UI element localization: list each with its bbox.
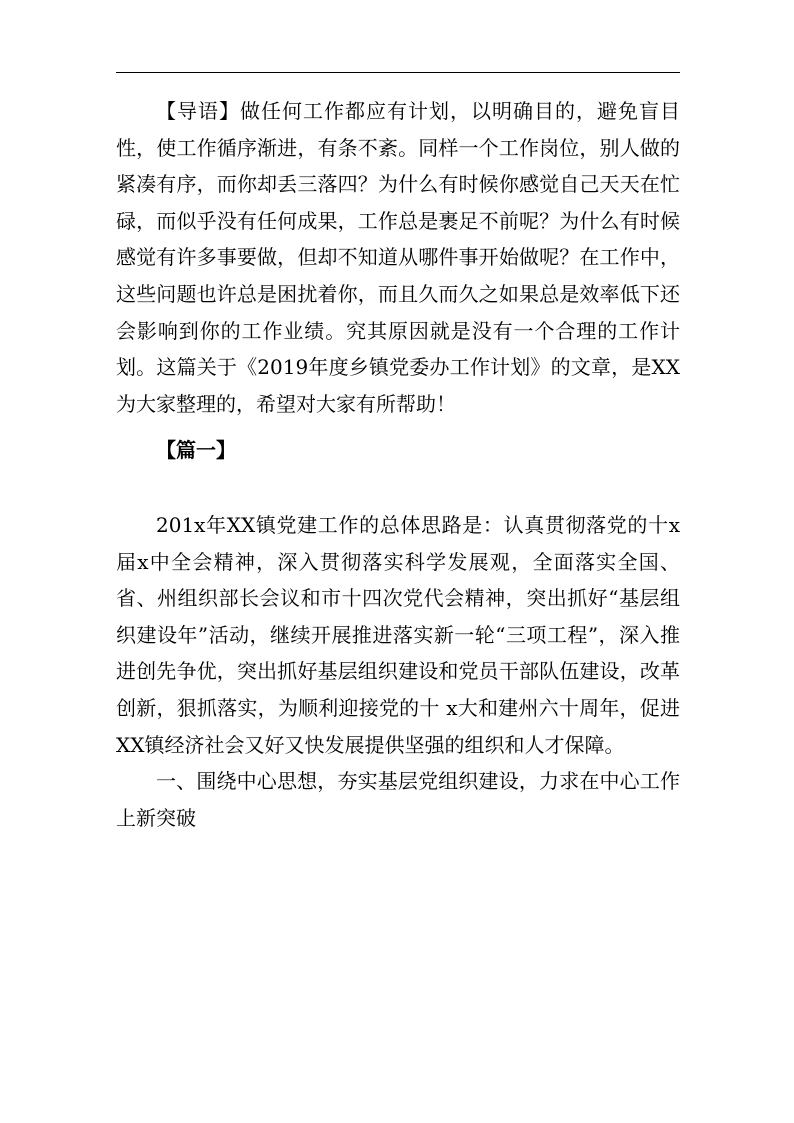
intro-text: 做任何工作都应有计划，以明确目的，避免盲目性，使工作循序渐进，有条不紊。同样一个工作岗位，别人做的紧凑有序，而你却丢三落四？为什么有时候你感觉自己天天在忙碌，而似乎没有任何成果，工作总是裹足不前呢？为什么有时候感觉有许多事要做，但却不知道从哪件事开始做呢？在工作中，这些问题也许总是困扰着你，而且久而久之如果总是效率低下还会影响到你的工作业绩。究其原因就是没有一个合理的工作计划。这篇关于《2019年度乡镇党委办工作计划》的文章，是XX为大家整理的，希望对大家有所帮助！: [116, 99, 680, 416]
document-body: [116, 93, 680, 836]
body-paragraph: 201x年XX镇党建工作的总体思路是：认真贯彻落党的十x届x中全会精神，深入贯彻落实科学发展观，全面落实全国、省、州组织部长会议和市十四次党代会精神，突出抓好“基层组织建设年”活动，继续开展推进落实新一轮“三项工程”，深入推进创先争优，突出抓好基层组织建设和党员干部队伍建设，改革创新，狠抓落实，为顺利迎接党的十 x大和建州六十周年，促进XX镇经济社会又好又快发展提供坚强的组织和人才保障。: [116, 512, 680, 757]
header-rule: [116, 72, 680, 73]
intro-paragraph: [116, 93, 680, 422]
section-heading-one: 一、围绕中心思想，夯实基层党组织建设，力求在中心工作上新突破: [116, 769, 680, 830]
section-title: 【篇一】: [156, 438, 236, 463]
intro-label: 【导语】: [156, 99, 240, 123]
